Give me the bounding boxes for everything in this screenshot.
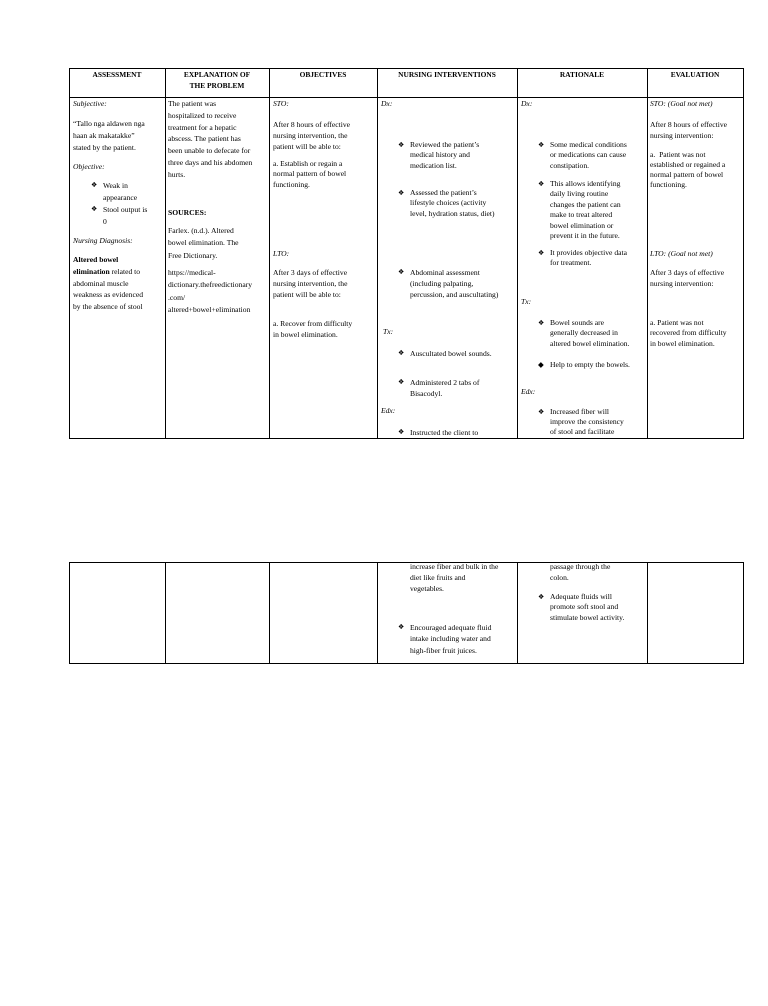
tx-label: Tx: [521,297,532,306]
sto-evaluation-result: a. Patient was not established or regained a normal pattern of bowel functioning. [650,149,726,189]
interventions-cell [377,97,517,438]
edx-label: Edx: [521,387,536,396]
rationale-text: Some medical conditions or medications can cause constipation. [550,139,627,171]
diamond-bullet-icon [91,204,97,216]
tx-label: Tx: [383,327,394,336]
column-divider [269,563,270,663]
lto-evaluation-intro: After 3 days of effective nursing intervention: [650,267,725,288]
rationale-text: It provides objective data for treatment. [550,247,627,267]
diamond-bullet-icon [398,140,404,151]
intervention-item [410,140,479,172]
intervention-item [410,377,479,400]
rationale-item [550,179,621,242]
diamond-bullet-icon [538,407,544,417]
diamond-bullet-icon [538,140,544,151]
subjective-label: Subjective: [73,99,107,108]
problem-explanation: The patient was hospitalized to receive treatment for a hepatic abscess. The patient has been unable to defecate for three days and his abdomen hurts. [168,99,253,179]
header-nursing-interventions: NURSING INTERVENTIONS [398,70,496,79]
objective-finding-text: Weak in appearance [103,181,138,202]
intervention-text: Assessed the patient’s lifestyle choices (activity level, hydration status, diet) [410,187,495,219]
intervention-text: Instructed the client to [410,427,479,437]
source-url: https://medical- dictionary.thefreedictionary .com/ altered+bowel+elimination [168,268,253,314]
assessment-cell [69,97,165,438]
header-explanation: EXPLANATION OF THE PROBLEM [183,70,251,90]
rationale-cell-continued [517,562,647,663]
objective-finding [103,204,147,227]
intervention-item [410,427,478,438]
rationale-cell [517,97,647,438]
intervention-continuation: increase fiber and bulk in the diet like fruits and vegetables. [410,562,499,593]
edx-label: Edx: [381,406,396,415]
diagnosis-details: related to abdominal muscle weakness as evidenced by the absence of stool [73,266,144,312]
objective-finding [103,180,137,203]
intervention-item [410,348,492,359]
header-evaluation: EVALUATION [670,70,720,79]
nursing-diagnosis-label: Nursing Diagnosis: [73,236,133,245]
sto-intro: After 8 hours of effective nursing intervention, the patient will be able to: [273,119,351,151]
sources-label: SOURCES: [168,208,207,217]
diamond-bullet-icon [398,267,404,278]
lto-label: LTO: [273,249,290,258]
diagnosis-problem: Altered bowel elimination [73,255,119,276]
sto-goal: a. Establish or regain a normal pattern of bowel functioning. [273,158,347,190]
intervention-item [410,267,498,301]
intervention-text: Auscultated bowel sounds. [410,348,492,358]
sto-label: STO: [273,99,289,108]
explanation-cell [165,97,269,438]
diamond-bullet-icon [538,318,544,329]
dx-label: Dx: [381,99,393,108]
interventions-cell-continued [377,562,517,663]
lto-intro: After 3 days of effective nursing intervention, the patient will be able to: [273,267,348,299]
diamond-bullet-icon [538,248,544,259]
lto-goal: a. Recover from difficulty in bowel elimination. [273,318,353,339]
intervention-text: Administered 2 tabs of Bisacodyl. [410,377,480,399]
diamond-bullet-icon [398,622,404,634]
lto-evaluation-result: a. Patient was not recovered from difficulty in bowel elimination. [650,317,727,348]
diamond-bullet-icon [398,188,404,199]
diamond-bullet-icon [91,180,97,192]
intervention-text: Abdominal assessment (including palpating, percussion, and auscultating) [410,267,499,299]
header-assessment: ASSESSMENT [92,70,142,79]
objective-finding-text: Stool output is 0 [103,205,148,226]
intervention-text: Encouraged adequate fluid intake including water and high-fiber fruit juices. [410,622,492,655]
rationale-continuation: passage through the colon. [550,562,611,582]
rationale-item [550,140,627,172]
rationale-item [550,359,630,370]
rationale-item [550,592,624,624]
diamond-bullet-icon [538,592,544,603]
objectives-cell [269,97,377,438]
rationale-text: Increased fiber will improve the consistency of stool and facilitate [550,406,624,437]
rationale-text: Help to empty the bowels. [550,359,630,369]
column-divider [647,563,648,663]
rationale-text: Bowel sounds are generally decreased in altered bowel elimination. [550,317,630,348]
diamond-bullet-icon [398,427,404,438]
sto-evaluation-intro: After 8 hours of effective nursing intervention: [650,119,728,140]
intervention-item [410,188,495,220]
column-divider [165,563,166,663]
rationale-item [550,318,630,350]
intervention-item [410,622,491,657]
header-rationale: RATIONALE [559,70,605,79]
rationale-text: This allows identifying daily living routine changes the patient can make to treat altered bowel elimination or prevent it in the future. [550,178,621,240]
diamond-bullet-icon [398,348,404,359]
objective-label: Objective: [73,162,105,171]
source-citation: Farlex. (n.d.). Altered bowel elimination. The Free Dictionary. [168,226,239,260]
intervention-text: Reviewed the patient’s medical history and medication list. [410,139,480,171]
filled-diamond-bullet-icon [538,359,544,371]
header-objectives: OBJECTIVES [299,70,347,79]
evaluation-cell [647,97,743,438]
rationale-item [550,407,624,438]
rationale-text: Adequate fluids will promote soft stool and stimulate bowel activity. [550,591,625,622]
subjective-statement: “Tallo nga aldawen nga haan ak makatakke” stated by the patient. [73,119,145,152]
lto-evaluation-label: LTO: (Goal not met) [650,249,713,258]
diamond-bullet-icon [538,179,544,190]
sto-evaluation-label: STO: (Goal not met) [650,99,713,108]
rationale-item [550,248,627,269]
nursing-diagnosis [73,254,143,313]
dx-label: Dx: [521,99,533,108]
diamond-bullet-icon [398,377,404,389]
